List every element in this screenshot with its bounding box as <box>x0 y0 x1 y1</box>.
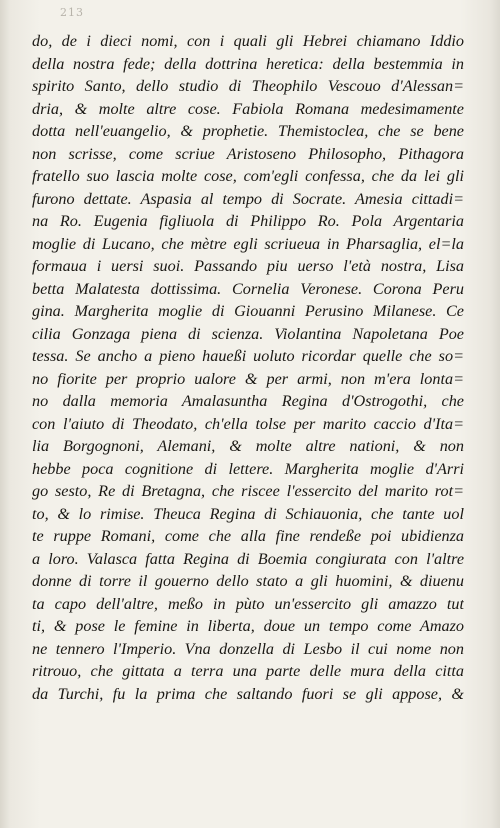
text-line: go sesto, Re di Bretagna, che riscee l'essercito del marito rot= <box>32 482 464 500</box>
page-number: 213 <box>60 6 84 19</box>
text-line: donne di torre il gouerno dello stato a gli huomini, & diuenu <box>32 572 464 590</box>
text-line: no dalla memoria Amalasuntha Regina d'Ostrogothi, che <box>32 392 464 410</box>
text-line: ti, & pose le femine in liberta, doue un tempo come Amazo <box>32 617 464 635</box>
text-line: cilia Gonzaga piena di scienza. Violantina Napoletana Poe <box>32 324 464 343</box>
text-line: hebbe poca cognitione di lettere. Margherita moglie d'Arri <box>32 459 464 478</box>
text-line: te ruppe Romani, come che alla fine rendeße poi ubidienza <box>32 527 464 545</box>
text-line: spirito Santo, dello studio di Theophilo Vescouo d'Alessan= <box>32 77 464 95</box>
body-text <box>32 30 464 705</box>
text-line: con l'aiuto di Theodato, ch'ella tolse per marito caccio d'Ita= <box>32 414 464 433</box>
text-line: do, de i dieci nomi, con i quali gli Hebrei chiamano Iddio <box>32 32 464 50</box>
text-line: na Ro. Eugenia figliuola di Philippo Ro. Pola Argentaria <box>32 212 464 230</box>
text-line: dotta nell'euangelio, & prophetie. Themistoclea, che se bene <box>32 122 464 140</box>
text-line: furono dettate. Aspasia al tempo di Socrate. Amesia cittadi= <box>32 189 464 208</box>
text-line: ne tennero l'Imperio. Vna donzella di Lesbo il cui nome non <box>32 639 464 658</box>
text-line: moglie di Lucano, che mètre egli scriueua in Pharsaglia, el=la <box>32 234 464 253</box>
text-line: fratello suo lascia molte cose, com'egli confessa, che da lei gli <box>32 167 464 185</box>
text-line: tessa. Se ancho a pieno haueßi uoluto ricordar quelle che so= <box>32 347 464 365</box>
text-line: gina. Margherita moglie di Giouanni Perusino Milanese. Ce <box>32 302 464 320</box>
text-line: ritrouo, che gittata a terra una parte delle mura della citta <box>32 662 464 680</box>
text-line: da Turchi, fu la prima che saltando fuori se gli appose, & <box>32 684 464 703</box>
text-line: no fiorite per proprio ualore & per armi, non m'era lonta= <box>32 369 464 388</box>
text-line: formaua i uersi suoi. Passando piu uerso l'età nostra, Lisa <box>32 257 464 275</box>
text-line: lia Borgognoni, Alemani, & molte altre nationi, & non <box>32 437 464 455</box>
text-line: dria, & molte altre cose. Fabiola Romana medesimamente <box>32 99 464 118</box>
text-line: betta Malatesta dottissima. Cornelia Veronese. Corona Peru <box>32 279 464 298</box>
text-line: to, & lo rimise. Theuca Regina di Schiauonia, che tante uol <box>32 504 464 523</box>
text-line: non scrisse, come scriue Aristoseno Philosopho, Pithagora <box>32 144 464 163</box>
text-line: a loro. Valasca fatta Regina di Boemia congiurata con l'altre <box>32 549 464 568</box>
text-line: della nostra fede; della dottrina heretica: della bestemmia in <box>32 54 464 73</box>
text-line: ta capo dell'altre, meßo in pùto un'essercito gli amazzo tut <box>32 594 464 613</box>
